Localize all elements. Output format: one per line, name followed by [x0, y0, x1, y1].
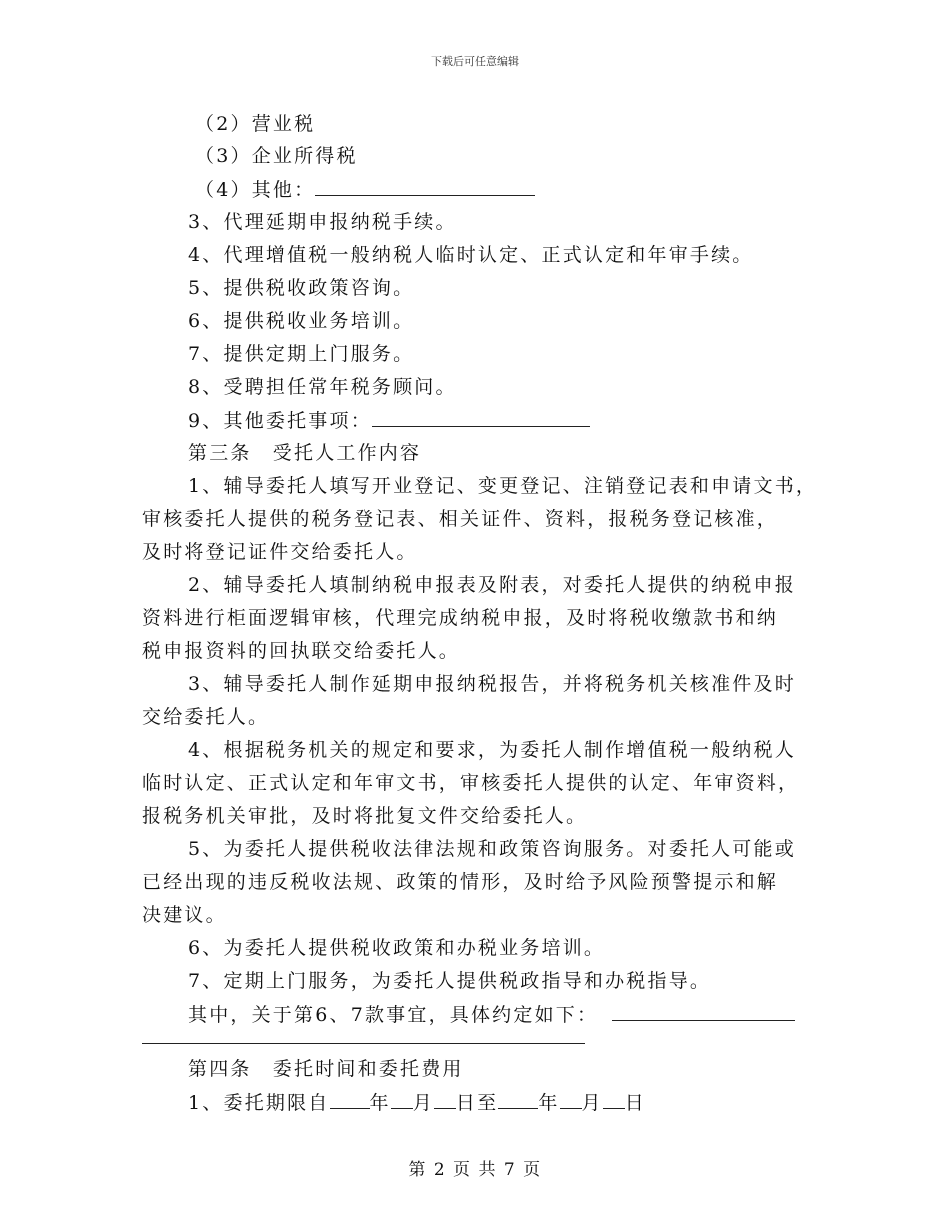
month-label: 月 [412, 1092, 434, 1114]
item-6: 6、提供税收业务培训。 [188, 310, 415, 332]
agreement-blank [612, 1002, 795, 1021]
item-9-blank [372, 408, 590, 427]
paragraph-line: 审核委托人提供的税务登记表、相关证件、资料，报税务登记核准， [142, 508, 779, 530]
end-day-blank [603, 1090, 625, 1109]
paragraph-line: 及时将登记证件交给委托人。 [142, 541, 418, 563]
paragraph-line: 报税务机关审批，及时将批复文件交给委托人。 [142, 805, 588, 827]
article-3-heading: 第三条 受托人工作内容 [188, 442, 422, 464]
term-line [188, 1090, 646, 1115]
paragraph-line: 已经出现的违反税收法规、政策的情形，及时给予风险预警提示和解 [142, 871, 779, 893]
item-9-label: 9、其他委托事项： [188, 410, 372, 432]
item-9 [188, 408, 590, 433]
day-label: 日 [624, 1092, 646, 1114]
article-4-heading: 第四条 委托时间和委托费用 [188, 1058, 464, 1080]
other-blank [315, 177, 535, 196]
day-to-label: 日至 [455, 1092, 499, 1114]
term-label: 1、委托期限自 [188, 1092, 330, 1114]
blank-rule [142, 1043, 585, 1044]
paragraph-line: 6、为委托人提供税收政策和办税业务培训。 [188, 937, 606, 959]
item-7: 7、提供定期上门服务。 [188, 343, 415, 365]
month-label: 月 [581, 1092, 603, 1114]
paragraph-line: 交给委托人。 [142, 706, 270, 728]
item-8: 8、受聘担任常年税务顾问。 [188, 376, 457, 398]
paragraph-line: 2、辅导委托人填制纳税申报表及附表，对委托人提供的纳税申报 [188, 574, 796, 596]
item-corporate-income-tax: （3）企业所得税 [195, 145, 358, 167]
item-business-tax: （2）营业税 [195, 113, 316, 135]
page-number: 第 2 页 共 7 页 [408, 1160, 542, 1180]
paragraph-line: 4、根据税务机关的规定和要求，为委托人制作增值税一般纳税人 [188, 739, 796, 761]
agreement-label: 其中，关于第6、7款事宜，具体约定如下： [188, 1004, 599, 1026]
paragraph-line: 临时认定、正式认定和年审文书，审核委托人提供的认定、年审资料， [142, 772, 800, 794]
paragraph-line: 5、为委托人提供税收法律法规和政策咨询服务。对委托人可能或 [188, 838, 796, 860]
start-month-blank [391, 1090, 413, 1109]
start-day-blank [434, 1090, 456, 1109]
start-year-blank [330, 1090, 370, 1109]
agreement-line [188, 1002, 795, 1027]
item-5: 5、提供税收政策咨询。 [188, 277, 415, 299]
paragraph-line: 7、定期上门服务，为委托人提供税政指导和办税指导。 [188, 970, 712, 992]
paragraph-line: 税申报资料的回执联交给委托人。 [142, 640, 461, 662]
item-other [195, 177, 535, 202]
end-year-blank [498, 1090, 538, 1109]
item-4: 4、代理增值税一般纳税人临时认定、正式认定和年审手续。 [188, 244, 754, 266]
paragraph-line: 决建议。 [142, 904, 227, 926]
paragraph-line: 资料进行柜面逻辑审核，代理完成纳税申报，及时将税收缴款书和纳 [142, 607, 779, 629]
paragraph-line: 1、辅导委托人填写开业登记、变更登记、注销登记表和申请文书， [188, 475, 818, 497]
paragraph-line: 3、辅导委托人制作延期申报纳税报告，并将税务机关核准件及时 [188, 673, 796, 695]
item-other-label: （4）其他： [195, 179, 316, 201]
end-month-blank [560, 1090, 582, 1109]
year-label: 年 [369, 1092, 391, 1114]
page-header-note: 下载后可任意编辑 [431, 55, 519, 68]
year-label: 年 [538, 1092, 560, 1114]
item-3: 3、代理延期申报纳税手续。 [188, 211, 457, 233]
